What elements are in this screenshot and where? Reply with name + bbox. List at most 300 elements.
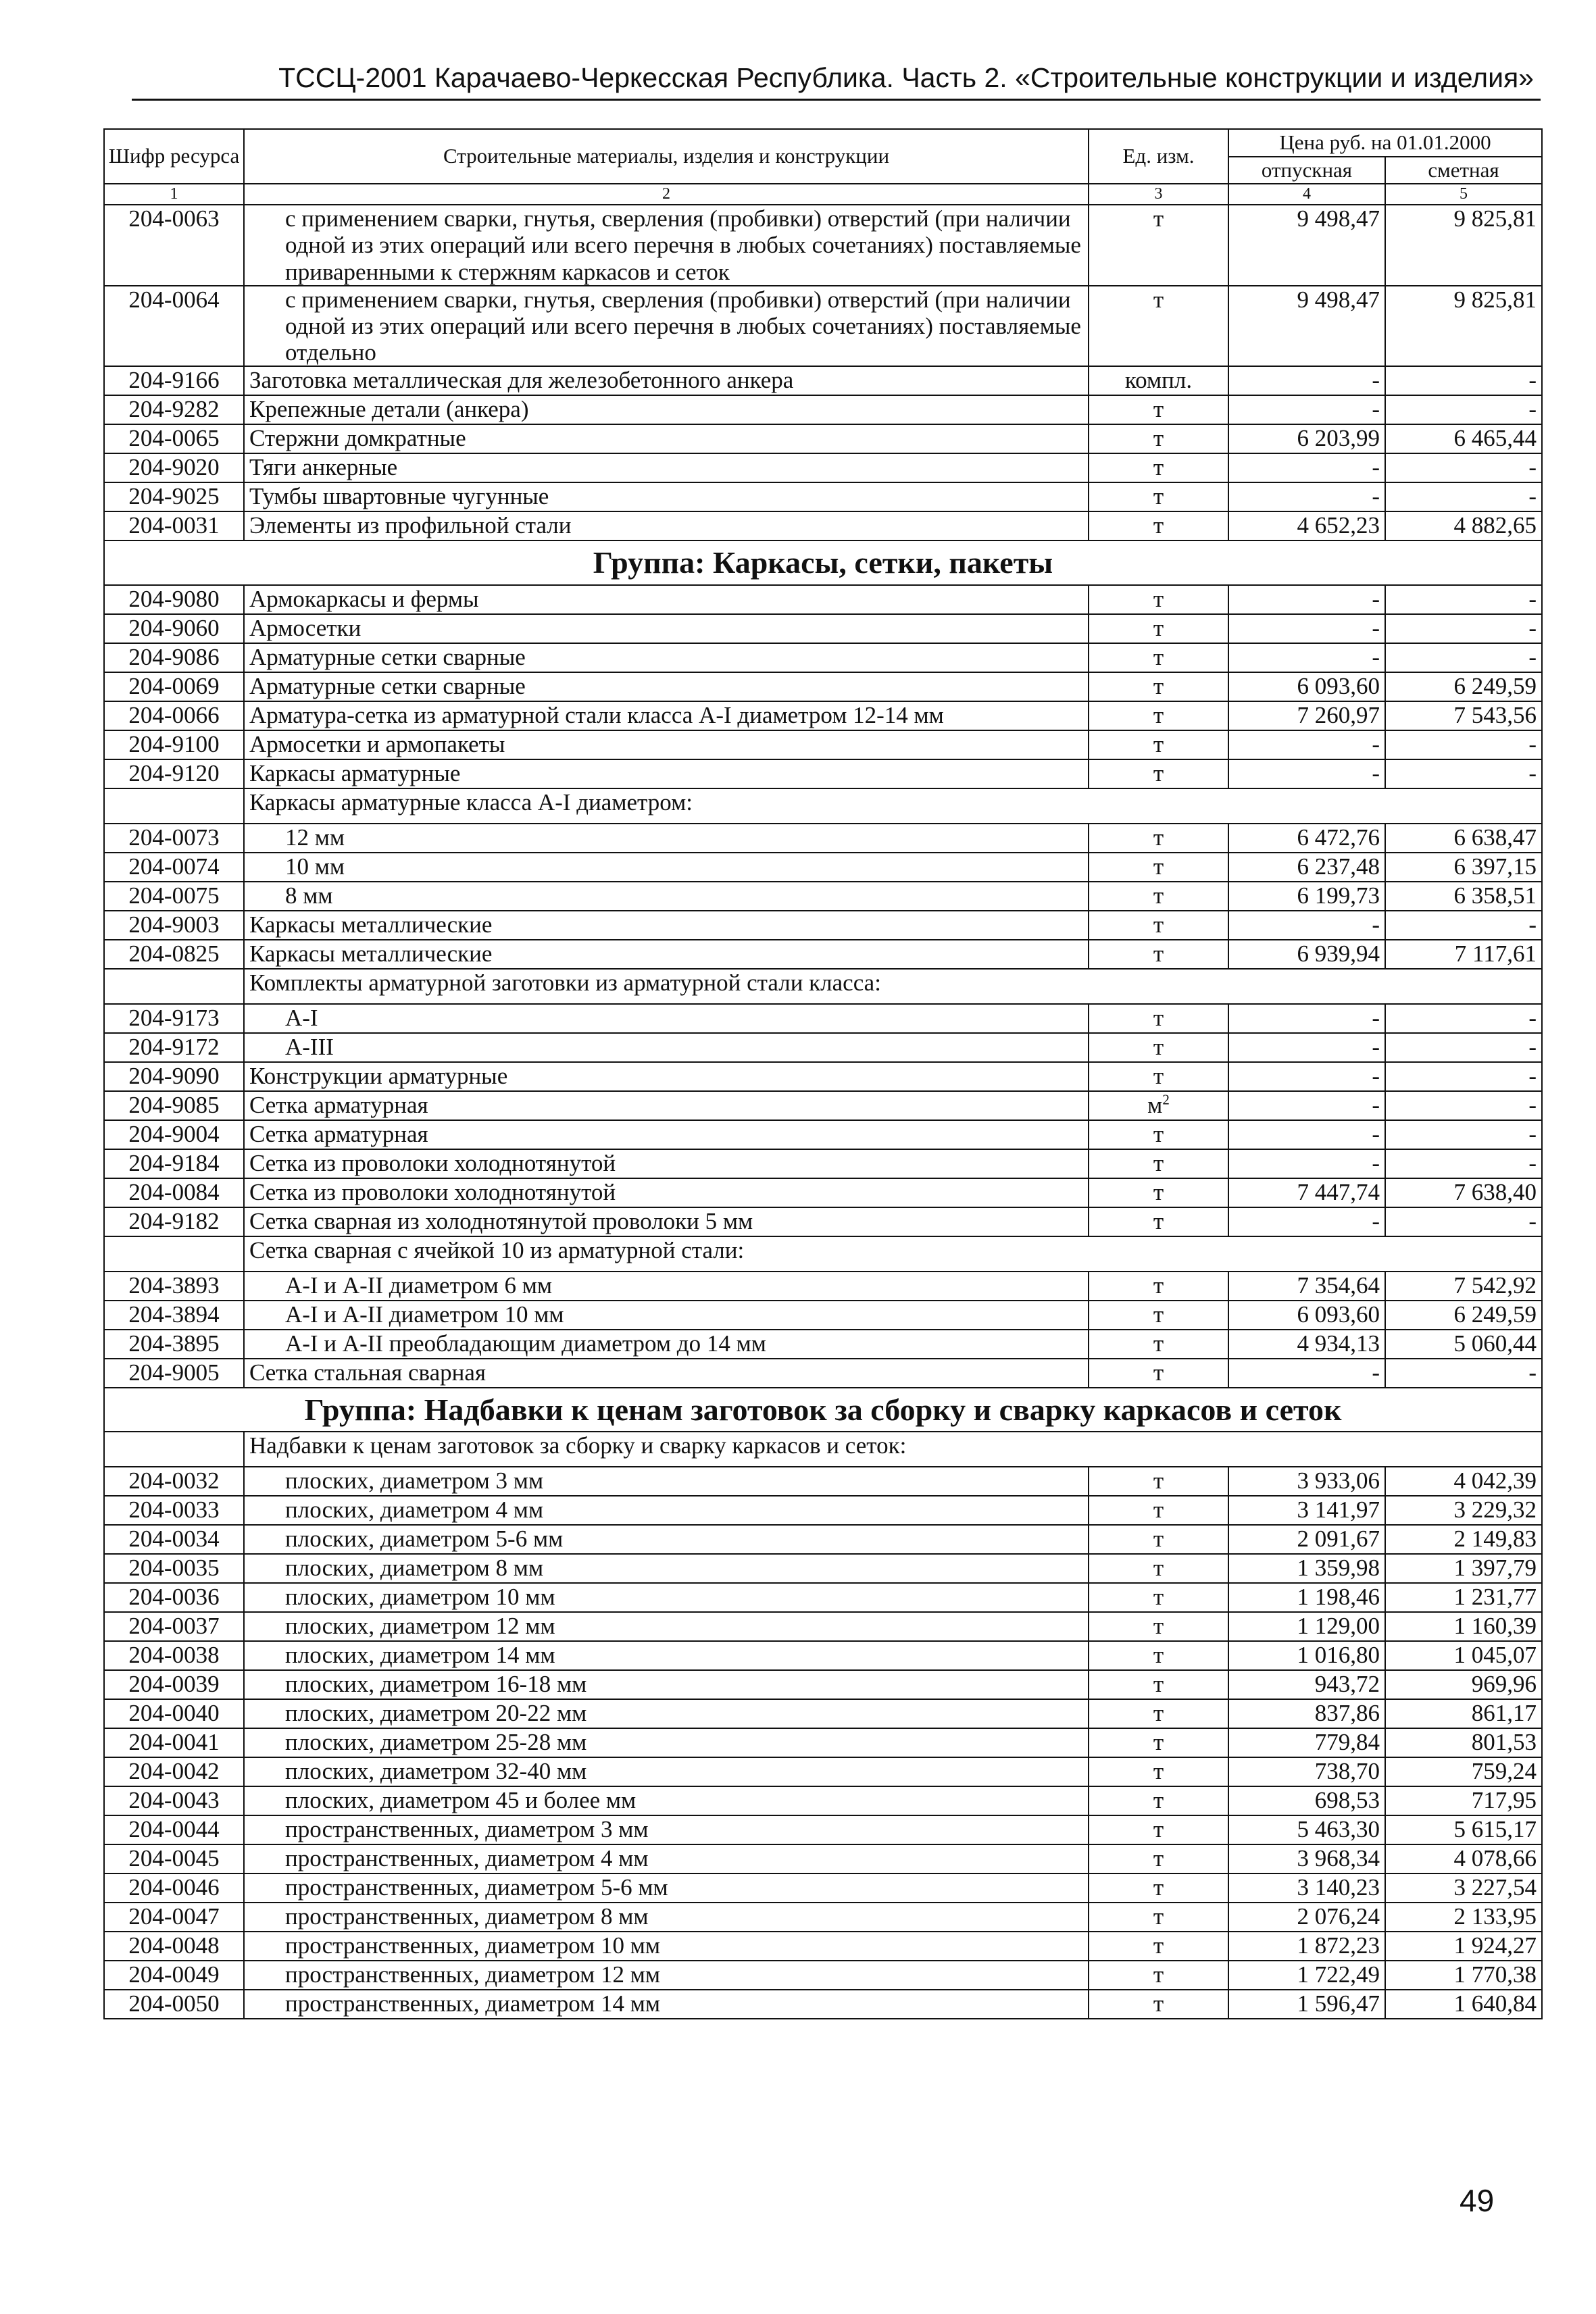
estimate-price-cell: - [1385, 395, 1542, 424]
material-name-cell: пространственных, диаметром 10 мм [244, 1932, 1089, 1961]
table-row [104, 1033, 1542, 1062]
material-name-cell: плоских, диаметром 5-6 мм [244, 1525, 1089, 1554]
material-name-cell: Заготовка металлическая для железобетонного анкера [244, 366, 1089, 395]
estimate-price-cell: - [1385, 366, 1542, 395]
table-row [104, 1728, 1542, 1757]
table-row [104, 286, 1542, 367]
release-price-cell: 1 198,46 [1228, 1583, 1385, 1612]
material-name-cell: Армосетки и армопакеты [244, 730, 1089, 759]
unit-cell: т [1089, 1699, 1228, 1728]
table-row [104, 1612, 1542, 1641]
estimate-price-cell: - [1385, 1062, 1542, 1091]
estimate-price-cell: 6 397,15 [1385, 853, 1542, 882]
material-name-cell: А-I и А-II диаметром 10 мм [244, 1301, 1089, 1330]
subheading-code-cell [104, 1432, 244, 1467]
unit-cell: т [1089, 1120, 1228, 1149]
resource-code-cell: 204-0047 [104, 1903, 244, 1932]
unit-cell: т [1089, 1786, 1228, 1815]
estimate-price-cell: 7 638,40 [1385, 1178, 1542, 1207]
resource-code-cell: 204-0037 [104, 1612, 244, 1641]
resource-code-cell: 204-0074 [104, 853, 244, 882]
unit-cell: т [1089, 1467, 1228, 1496]
resource-code-cell: 204-9085 [104, 1091, 244, 1120]
subheading-row [104, 788, 1542, 824]
material-name-cell: Арматурные сетки сварные [244, 672, 1089, 701]
page-header-title: ТССЦ-2001 Карачаево-Черкесская Республика. Часть 2. «Строительные конструкции и изделия» [278, 62, 1534, 93]
unit-cell: т [1089, 1062, 1228, 1091]
estimate-price-cell: 4 078,66 [1385, 1844, 1542, 1873]
resource-code-cell: 204-0048 [104, 1932, 244, 1961]
resource-code-cell: 204-9060 [104, 614, 244, 643]
resource-code-cell: 204-0045 [104, 1844, 244, 1873]
release-price-cell: 943,72 [1228, 1670, 1385, 1699]
unit-cell: т [1089, 614, 1228, 643]
unit-cell: т [1089, 1903, 1228, 1932]
estimate-price-cell: 6 249,59 [1385, 1301, 1542, 1330]
table-body [104, 205, 1542, 2019]
resource-code-cell: 204-0031 [104, 511, 244, 540]
unit-cell: т [1089, 1207, 1228, 1236]
subheading-code-cell [104, 969, 244, 1004]
estimate-price-cell: 1 045,07 [1385, 1641, 1542, 1670]
resource-code-cell: 204-0034 [104, 1525, 244, 1554]
estimate-price-cell: - [1385, 453, 1542, 482]
col-header-code: Шифр ресурса [104, 129, 244, 184]
release-price-cell: - [1228, 1004, 1385, 1033]
estimate-price-cell: - [1385, 1004, 1542, 1033]
material-name-cell: А-I [244, 1004, 1089, 1033]
table-row [104, 672, 1542, 701]
resource-code-cell: 204-9086 [104, 643, 244, 672]
estimate-price-cell: 2 149,83 [1385, 1525, 1542, 1554]
col-number-3: 3 [1089, 184, 1228, 205]
release-price-cell: 1 722,49 [1228, 1961, 1385, 1990]
table-row [104, 1757, 1542, 1786]
release-price-cell: - [1228, 759, 1385, 788]
unit-cell: т [1089, 424, 1228, 453]
unit-cell: т [1089, 824, 1228, 853]
group-heading-row [104, 1388, 1542, 1432]
resource-code-cell: 204-0084 [104, 1178, 244, 1207]
table-row [104, 424, 1542, 453]
release-price-cell: 6 199,73 [1228, 882, 1385, 911]
material-name-cell: пространственных, диаметром 14 мм [244, 1990, 1089, 2019]
material-name-cell: плоских, диаметром 25-28 мм [244, 1728, 1089, 1757]
resource-code-cell: 204-3895 [104, 1330, 244, 1359]
unit-cell: т [1089, 453, 1228, 482]
release-price-cell: 1 596,47 [1228, 1990, 1385, 2019]
resource-code-cell: 204-0042 [104, 1757, 244, 1786]
estimate-price-cell: 759,24 [1385, 1757, 1542, 1786]
release-price-cell: 837,86 [1228, 1699, 1385, 1728]
resource-code-cell: 204-9025 [104, 482, 244, 511]
table-row [104, 1815, 1542, 1844]
estimate-price-cell: 6 249,59 [1385, 672, 1542, 701]
table-row [104, 1641, 1542, 1670]
material-name-cell: плоских, диаметром 8 мм [244, 1554, 1089, 1583]
release-price-cell: 1 016,80 [1228, 1641, 1385, 1670]
table-row [104, 1178, 1542, 1207]
release-price-cell: 738,70 [1228, 1757, 1385, 1786]
table-row [104, 1330, 1542, 1359]
estimate-price-cell: 3 227,54 [1385, 1873, 1542, 1903]
release-price-cell: - [1228, 614, 1385, 643]
table-row [104, 1062, 1542, 1091]
col-header-unit: Ед. изм. [1089, 129, 1228, 184]
material-name-cell: пространственных, диаметром 5-6 мм [244, 1873, 1089, 1903]
release-price-cell: 3 968,34 [1228, 1844, 1385, 1873]
estimate-price-cell: - [1385, 759, 1542, 788]
unit-cell: т [1089, 1272, 1228, 1301]
material-name-cell: 12 мм [244, 824, 1089, 853]
material-name-cell: плоских, диаметром 20-22 мм [244, 1699, 1089, 1728]
table-row [104, 1554, 1542, 1583]
estimate-price-cell: - [1385, 1033, 1542, 1062]
unit-cell: т [1089, 1873, 1228, 1903]
unit-cell: т [1089, 1554, 1228, 1583]
resource-code-cell: 204-3893 [104, 1272, 244, 1301]
subheading: Надбавки к ценам заготовок за сборку и сварку каркасов и сеток: [244, 1432, 1542, 1467]
material-name-cell: Сетка арматурная [244, 1120, 1089, 1149]
material-name-cell: Крепежные детали (анкера) [244, 395, 1089, 424]
estimate-price-cell: - [1385, 585, 1542, 614]
table-row [104, 585, 1542, 614]
resource-code-cell: 204-0035 [104, 1554, 244, 1583]
material-name-cell: Каркасы арматурные [244, 759, 1089, 788]
resource-code-cell: 204-0069 [104, 672, 244, 701]
material-name-cell: А-I и А-II преобладающим диаметром до 14 мм [244, 1330, 1089, 1359]
material-name-cell: Каркасы металлические [244, 940, 1089, 969]
estimate-price-cell: 7 117,61 [1385, 940, 1542, 969]
material-name-cell: плоских, диаметром 14 мм [244, 1641, 1089, 1670]
unit-cell: компл. [1089, 366, 1228, 395]
estimate-price-cell: 3 229,32 [1385, 1496, 1542, 1525]
unit-cell: т [1089, 730, 1228, 759]
unit-cell: т [1089, 482, 1228, 511]
release-price-cell: 779,84 [1228, 1728, 1385, 1757]
release-price-cell: 6 093,60 [1228, 1301, 1385, 1330]
col-header-price: Цена руб. на 01.01.2000 [1228, 129, 1542, 157]
subheading-row [104, 969, 1542, 1004]
release-price-cell: - [1228, 482, 1385, 511]
release-price-cell: 4 934,13 [1228, 1330, 1385, 1359]
estimate-price-cell: 717,95 [1385, 1786, 1542, 1815]
release-price-cell: 7 447,74 [1228, 1178, 1385, 1207]
table-row [104, 482, 1542, 511]
material-name-cell: Армокаркасы и фермы [244, 585, 1089, 614]
col-number-2: 2 [244, 184, 1089, 205]
release-price-cell: 6 203,99 [1228, 424, 1385, 453]
estimate-price-cell: 1 640,84 [1385, 1990, 1542, 2019]
estimate-price-cell: 7 542,92 [1385, 1272, 1542, 1301]
unit-cell: т [1089, 1149, 1228, 1178]
estimate-price-cell: - [1385, 643, 1542, 672]
estimate-price-cell: - [1385, 911, 1542, 940]
subheading-code-cell [104, 788, 244, 824]
material-name-cell: 8 мм [244, 882, 1089, 911]
estimate-price-cell: 1 160,39 [1385, 1612, 1542, 1641]
table-row [104, 853, 1542, 882]
table-row [104, 1207, 1542, 1236]
material-name-cell: А-III [244, 1033, 1089, 1062]
estimate-price-cell: 6 638,47 [1385, 824, 1542, 853]
col-number-4: 4 [1228, 184, 1385, 205]
material-name-cell: Конструкции арматурные [244, 1062, 1089, 1091]
group-heading-row [104, 540, 1542, 585]
group-heading: Группа: Надбавки к ценам заготовок за сборку и сварку каркасов и сеток [104, 1388, 1542, 1432]
table-row [104, 1932, 1542, 1961]
resource-code-cell: 204-9020 [104, 453, 244, 482]
unit-cell: т [1089, 759, 1228, 788]
resource-code-cell: 204-0066 [104, 701, 244, 730]
material-name-cell: Стержни домкратные [244, 424, 1089, 453]
unit-cell: т [1089, 585, 1228, 614]
release-price-cell: - [1228, 911, 1385, 940]
resource-code-cell: 204-0050 [104, 1990, 244, 2019]
resource-code-cell: 204-0046 [104, 1873, 244, 1903]
resource-code-cell: 204-9166 [104, 366, 244, 395]
release-price-cell: 7 354,64 [1228, 1272, 1385, 1301]
material-name-cell: Каркасы металлические [244, 911, 1089, 940]
release-price-cell: 7 260,97 [1228, 701, 1385, 730]
release-price-cell: 2 076,24 [1228, 1903, 1385, 1932]
release-price-cell: - [1228, 643, 1385, 672]
estimate-price-cell: 4 882,65 [1385, 511, 1542, 540]
table-row [104, 643, 1542, 672]
estimate-price-cell: - [1385, 1091, 1542, 1120]
resource-code-cell: 204-0064 [104, 286, 244, 367]
material-name-cell: А-I и А-II диаметром 6 мм [244, 1272, 1089, 1301]
unit-cell: т [1089, 1583, 1228, 1612]
material-name-cell: плоских, диаметром 16-18 мм [244, 1670, 1089, 1699]
material-name-cell: плоских, диаметром 4 мм [244, 1496, 1089, 1525]
table-row [104, 940, 1542, 969]
table-header [104, 129, 1542, 205]
col-number-1: 1 [104, 184, 244, 205]
table-row [104, 1004, 1542, 1033]
release-price-cell: 698,53 [1228, 1786, 1385, 1815]
material-name-cell: Арматурные сетки сварные [244, 643, 1089, 672]
estimate-price-cell: 969,96 [1385, 1670, 1542, 1699]
table-row [104, 614, 1542, 643]
unit-cell: т [1089, 286, 1228, 367]
material-name-cell: пространственных, диаметром 12 мм [244, 1961, 1089, 1990]
resource-code-cell: 204-9120 [104, 759, 244, 788]
unit-cell: т [1089, 1932, 1228, 1961]
unit-cell: т [1089, 1990, 1228, 2019]
resource-code-cell: 204-0065 [104, 424, 244, 453]
resource-code-cell: 204-9100 [104, 730, 244, 759]
unit-cell: т [1089, 1525, 1228, 1554]
release-price-cell: 1 129,00 [1228, 1612, 1385, 1641]
material-name-cell: Элементы из профильной стали [244, 511, 1089, 540]
header-rule [132, 99, 1541, 101]
estimate-price-cell: 1 397,79 [1385, 1554, 1542, 1583]
table-row [104, 453, 1542, 482]
unit-cell: т [1089, 1670, 1228, 1699]
resource-code-cell: 204-9005 [104, 1359, 244, 1388]
col-number-5: 5 [1385, 184, 1542, 205]
table-row [104, 1903, 1542, 1932]
estimate-price-cell: 6 465,44 [1385, 424, 1542, 453]
unit-cell: т [1089, 940, 1228, 969]
release-price-cell: - [1228, 453, 1385, 482]
release-price-cell: 3 140,23 [1228, 1873, 1385, 1903]
release-price-cell: - [1228, 730, 1385, 759]
resource-code-cell: 204-0038 [104, 1641, 244, 1670]
release-price-cell: 5 463,30 [1228, 1815, 1385, 1844]
subheading: Сетка сварная с ячейкой 10 из арматурной стали: [244, 1236, 1542, 1272]
release-price-cell: 1 359,98 [1228, 1554, 1385, 1583]
release-price-cell: 2 091,67 [1228, 1525, 1385, 1554]
resource-code-cell: 204-0825 [104, 940, 244, 969]
material-name-cell: плоских, диаметром 10 мм [244, 1583, 1089, 1612]
subheading: Комплекты арматурной заготовки из арматурной стали класса: [244, 969, 1542, 1004]
release-price-cell: 3 141,97 [1228, 1496, 1385, 1525]
col-header-name: Строительные материалы, изделия и конструкции [244, 129, 1089, 184]
table-row [104, 1786, 1542, 1815]
table-row [104, 511, 1542, 540]
estimate-price-cell: - [1385, 1149, 1542, 1178]
release-price-cell: 6 093,60 [1228, 672, 1385, 701]
resource-code-cell: 204-3894 [104, 1301, 244, 1330]
unit-cell: т [1089, 643, 1228, 672]
estimate-price-cell: 861,17 [1385, 1699, 1542, 1728]
unit-cell: т [1089, 1815, 1228, 1844]
estimate-price-cell: 1 770,38 [1385, 1961, 1542, 1990]
estimate-price-cell: - [1385, 482, 1542, 511]
resource-code-cell: 204-9003 [104, 911, 244, 940]
resource-code-cell: 204-9172 [104, 1033, 244, 1062]
release-price-cell: 3 933,06 [1228, 1467, 1385, 1496]
resource-code-cell: 204-0033 [104, 1496, 244, 1525]
resource-code-cell: 204-0039 [104, 1670, 244, 1699]
unit-text: м [1147, 1091, 1163, 1118]
estimate-price-cell: 1 924,27 [1385, 1932, 1542, 1961]
table-row [104, 1990, 1542, 2019]
table-row [104, 1301, 1542, 1330]
material-name-cell: Сетка стальная сварная [244, 1359, 1089, 1388]
table-row [104, 911, 1542, 940]
release-price-cell: - [1228, 1207, 1385, 1236]
table-row [104, 1873, 1542, 1903]
release-price-cell: 9 498,47 [1228, 286, 1385, 367]
estimate-price-cell: 2 133,95 [1385, 1903, 1542, 1932]
table-row [104, 1583, 1542, 1612]
table-row [104, 824, 1542, 853]
resource-code-cell: 204-0049 [104, 1961, 244, 1990]
table-row [104, 1272, 1542, 1301]
estimate-price-cell: - [1385, 730, 1542, 759]
material-name-cell: с применением сварки, гнутья, сверления (пробивки) отверстий (при наличии одной из этих операций или всего перечня в любых сочетаниях) поставляемые приваренными к стержням каркасов и сеток [244, 205, 1089, 286]
table-row [104, 730, 1542, 759]
estimate-price-cell: 9 825,81 [1385, 286, 1542, 367]
estimate-price-cell: 9 825,81 [1385, 205, 1542, 286]
unit-cell: т [1089, 1178, 1228, 1207]
subheading-row [104, 1236, 1542, 1272]
price-table [103, 128, 1543, 2019]
material-name-cell: Армосетки [244, 614, 1089, 643]
release-price-cell: 6 939,94 [1228, 940, 1385, 969]
estimate-price-cell: - [1385, 1359, 1542, 1388]
estimate-price-cell: 7 543,56 [1385, 701, 1542, 730]
release-price-cell: - [1228, 1091, 1385, 1120]
resource-code-cell: 204-0063 [104, 205, 244, 286]
unit-cell: т [1089, 882, 1228, 911]
material-name-cell: Сетка арматурная [244, 1091, 1089, 1120]
estimate-price-cell: 5 060,44 [1385, 1330, 1542, 1359]
col-header-release: отпускная [1228, 157, 1385, 184]
material-name-cell: Тяги анкерные [244, 453, 1089, 482]
resource-code-cell: 204-0041 [104, 1728, 244, 1757]
material-name-cell: Сетка из проволоки холоднотянутой [244, 1178, 1089, 1207]
unit-cell: т [1089, 1033, 1228, 1062]
release-price-cell: - [1228, 585, 1385, 614]
unit-cell: т [1089, 1004, 1228, 1033]
resource-code-cell: 204-9080 [104, 585, 244, 614]
table-row [104, 1961, 1542, 1990]
material-name-cell: Тумбы швартовные чугунные [244, 482, 1089, 511]
table-row [104, 759, 1542, 788]
estimate-price-cell: 1 231,77 [1385, 1583, 1542, 1612]
release-price-cell: 6 472,76 [1228, 824, 1385, 853]
estimate-price-cell: 4 042,39 [1385, 1467, 1542, 1496]
estimate-price-cell: - [1385, 1120, 1542, 1149]
unit-cell: т [1089, 853, 1228, 882]
unit-cell: т [1089, 672, 1228, 701]
subheading: Каркасы арматурные класса А-I диаметром: [244, 788, 1542, 824]
resource-code-cell: 204-0044 [104, 1815, 244, 1844]
unit-cell: т [1089, 1330, 1228, 1359]
material-name-cell: 10 мм [244, 853, 1089, 882]
unit-cell: т [1089, 1496, 1228, 1525]
material-name-cell: Сетка из проволоки холоднотянутой [244, 1149, 1089, 1178]
estimate-price-cell: 801,53 [1385, 1728, 1542, 1757]
col-header-estimate: сметная [1385, 157, 1542, 184]
resource-code-cell: 204-9173 [104, 1004, 244, 1033]
resource-code-cell: 204-9090 [104, 1062, 244, 1091]
release-price-cell: - [1228, 366, 1385, 395]
table-row [104, 1525, 1542, 1554]
table-row [104, 205, 1542, 286]
resource-code-cell: 204-0036 [104, 1583, 244, 1612]
unit-cell: т [1089, 511, 1228, 540]
estimate-price-cell: - [1385, 1207, 1542, 1236]
table-row [104, 1699, 1542, 1728]
material-name-cell: плоских, диаметром 32-40 мм [244, 1757, 1089, 1786]
release-price-cell: - [1228, 1120, 1385, 1149]
resource-code-cell: 204-9282 [104, 395, 244, 424]
release-price-cell: - [1228, 1359, 1385, 1388]
material-name-cell: пространственных, диаметром 3 мм [244, 1815, 1089, 1844]
unit-cell: т [1089, 911, 1228, 940]
subheading-code-cell [104, 1236, 244, 1272]
unit-cell: т [1089, 1641, 1228, 1670]
subheading-row [104, 1432, 1542, 1467]
release-price-cell: 4 652,23 [1228, 511, 1385, 540]
material-name-cell: Сетка сварная из холоднотянутой проволоки 5 мм [244, 1207, 1089, 1236]
unit-cell: т [1089, 205, 1228, 286]
release-price-cell: - [1228, 395, 1385, 424]
unit-cell: т [1089, 1728, 1228, 1757]
resource-code-cell: 204-9184 [104, 1149, 244, 1178]
resource-code-cell: 204-9004 [104, 1120, 244, 1149]
table-row [104, 1496, 1542, 1525]
unit-cell: т [1089, 1612, 1228, 1641]
release-price-cell: - [1228, 1033, 1385, 1062]
estimate-price-cell: - [1385, 614, 1542, 643]
unit-cell: т [1089, 1757, 1228, 1786]
